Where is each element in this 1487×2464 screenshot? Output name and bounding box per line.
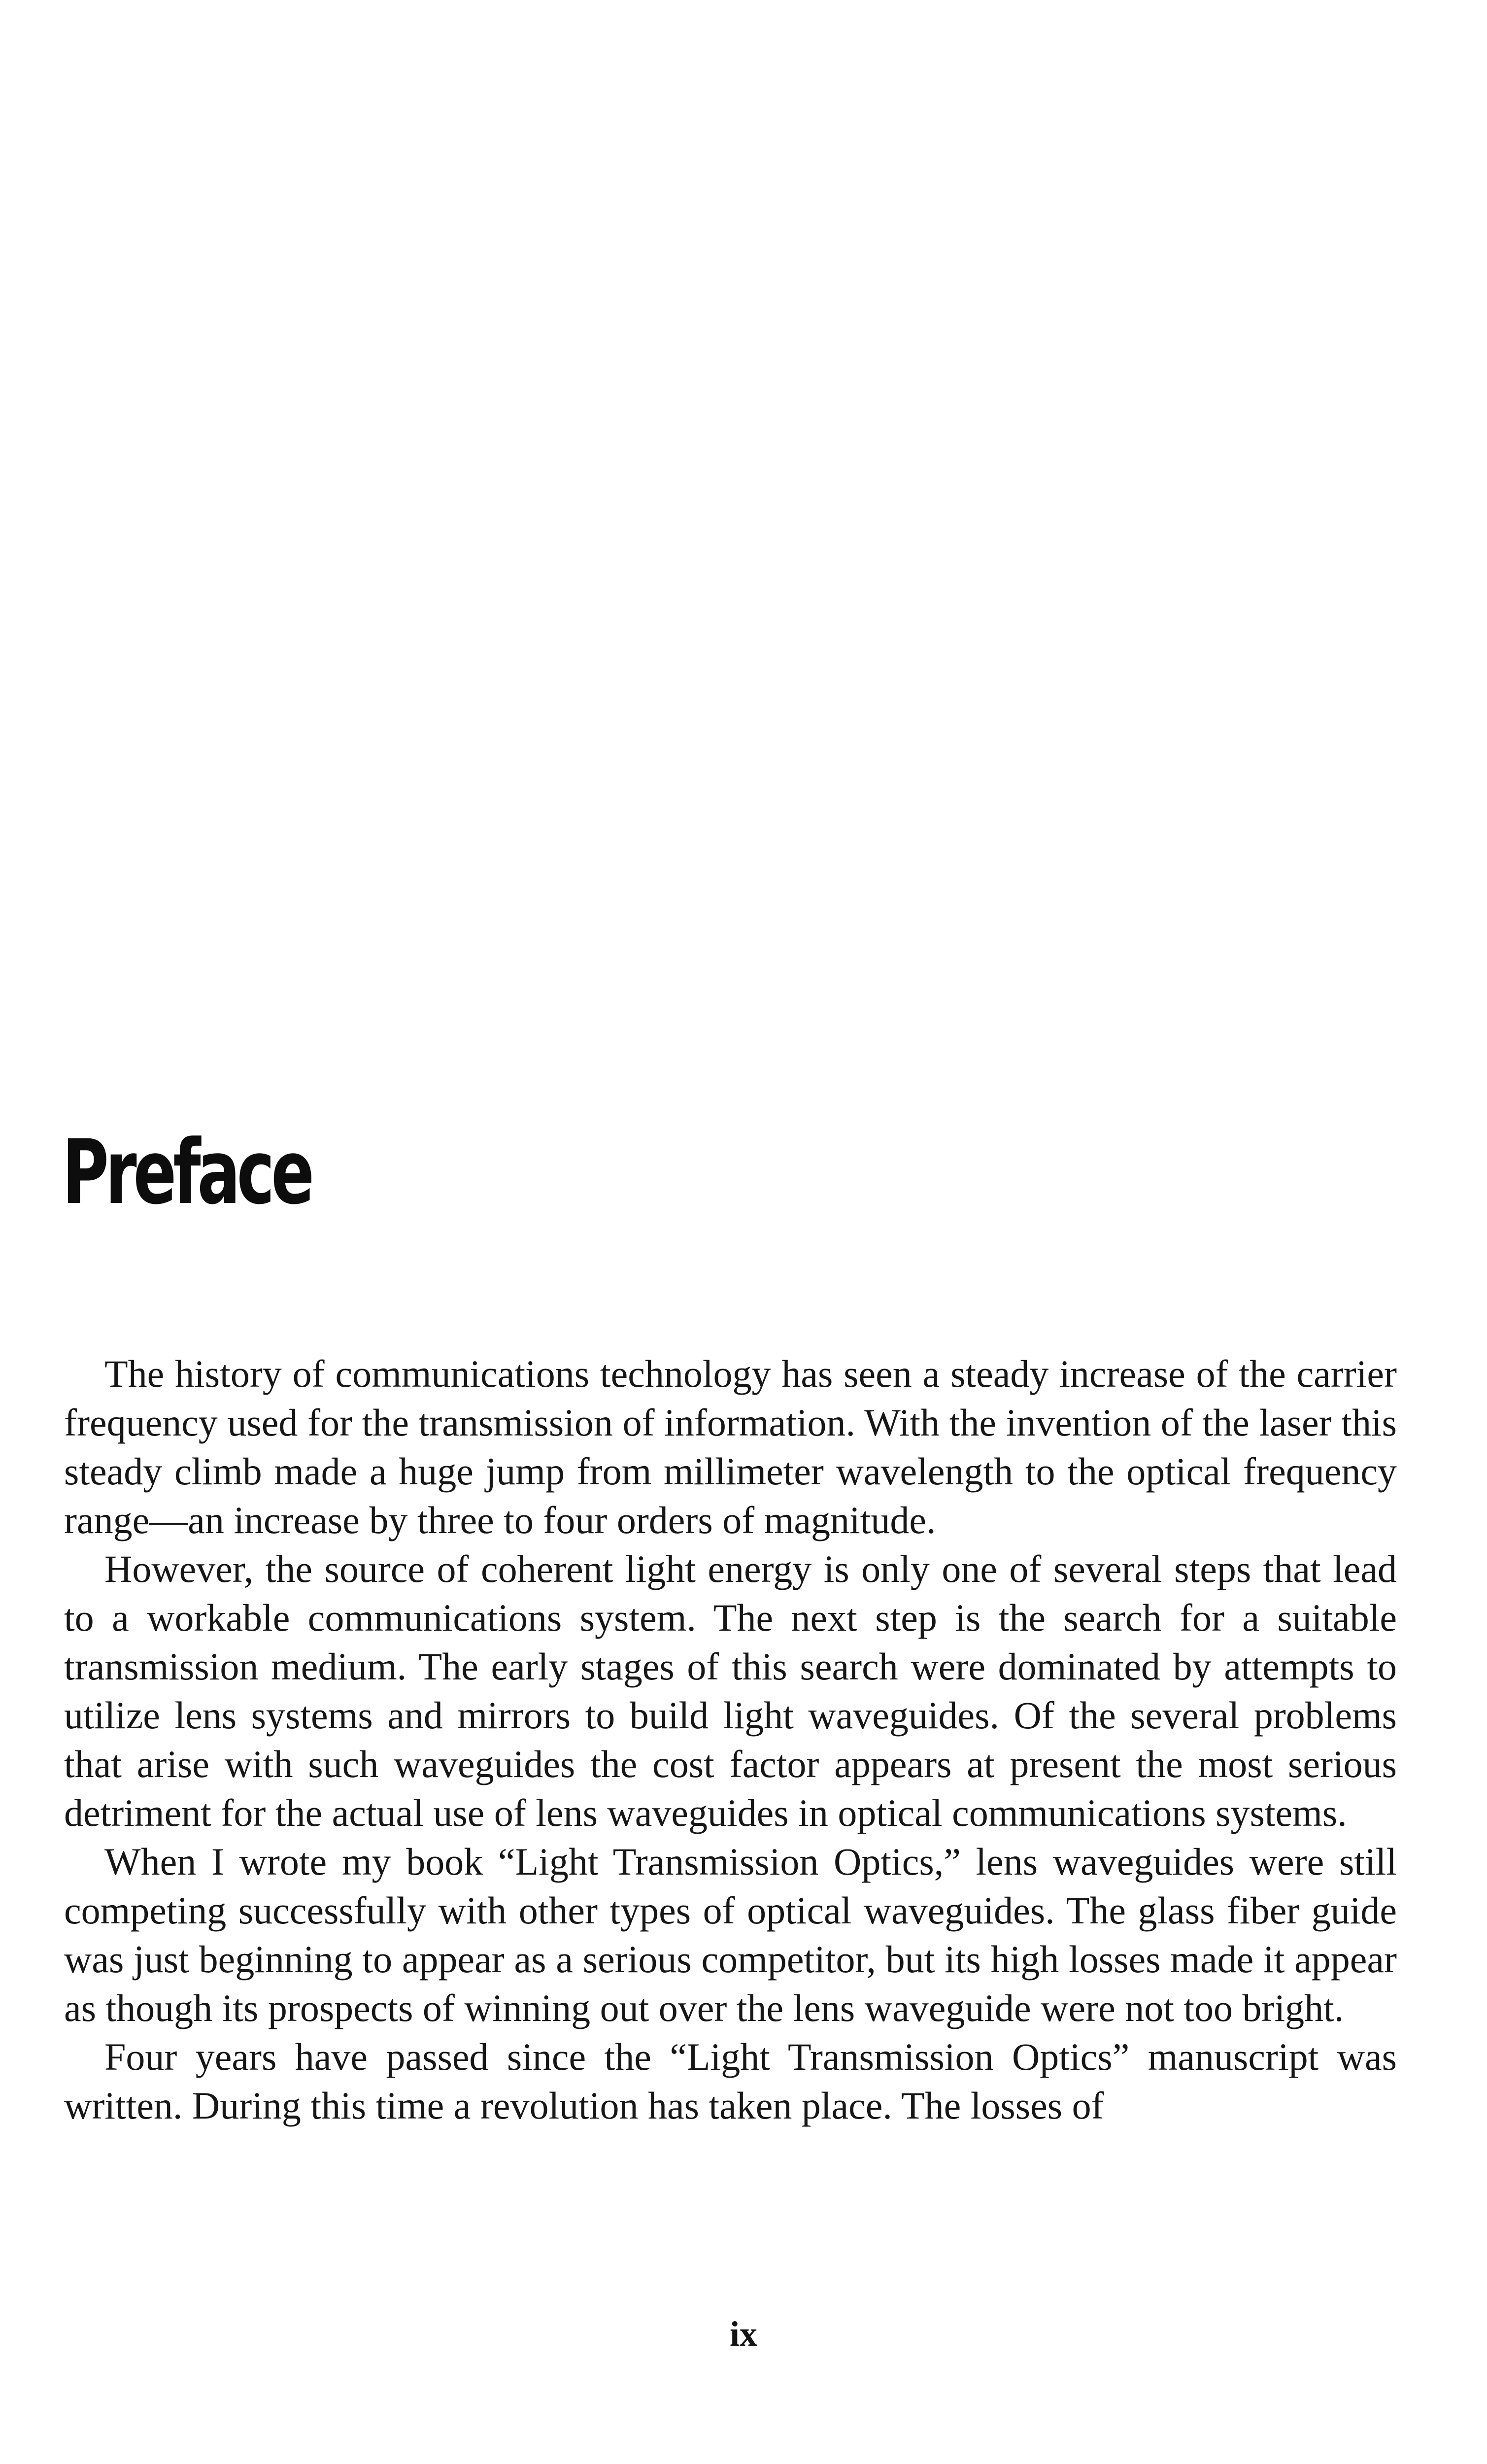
paragraph: The history of communications technology has seen a steady increase of the carrier frequency used for the transmission of information. With the invention of the laser this steady climb made a huge jump from millimeter wavelength to the optical frequency range—an increase by three to four orders of magnitude. [64, 1352, 1397, 1541]
preface-body [64, 1349, 1397, 2130]
paragraph: However, the source of coherent light energy is only one of several steps that lead to a workable communications system. The next step is the search for a suitable transmission medium. The early stages of this search were dominated by attempts to utilize lens systems and mirrors to build light waveguides. Of the several problems that arise with such waveguides the cost factor appears at present the most serious detriment for the actual use of lens waveguides in optical communications systems. [64, 1547, 1397, 1834]
paragraph: When I wrote my book “Light Transmission Optics,” lens waveguides were still competing successfully with other types of optical waveguides. The glass fiber guide was just beginning to appear as a serious competitor, but its high losses made it appear as though its prospects of winning out over the lens waveguide were not too bright. [64, 1840, 1397, 2029]
page-number: ix [729, 2314, 757, 2354]
page-title: Preface [62, 1121, 311, 1224]
paragraph: Four years have passed since the “Light Transmission Optics” manuscript was written. During this time a revolution has taken place. The losses of [64, 2035, 1397, 2127]
